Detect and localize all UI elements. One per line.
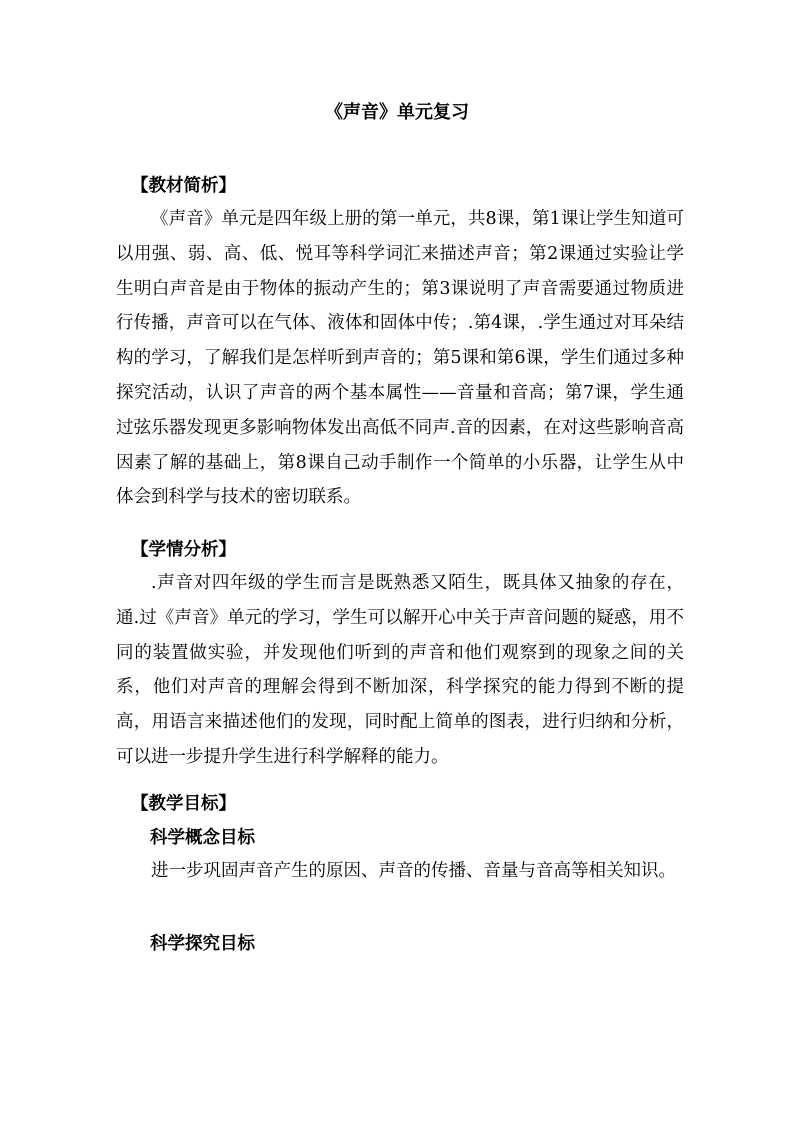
section-heading-student-analysis: 【学情分析】 <box>131 540 236 560</box>
paragraph-textbook-analysis: 《声音》单元是四年级上册的第一单元，共8课，第1课让学生知道可以用强、弱、高、低、悦耳等科学词汇来描述声音；第2课通过实验让学生明白声音是由于物体的振动产生的；第3课说明了声音需要通过物质进行传播，声音可以在气体、液体和固体中传；.第4课，.学生通过对耳朵结构的学习，了解我们是怎样听到声音的；第5课和第6课，学生们通过多种探究活动，认识了声音的两个基本属性——音量和音高；第7课，学生通过弦乐器发现更多影响物体发出高低不同声.音的因素，在对这些影响音高因素了解的基础上，第8课自己动手制作一个简单的小乐器，让学生从中体会到科学与技术的密切联系。 <box>116 209 684 508</box>
paragraph-science-concept-goal: 进一步巩固声音产生的原因、声音的传播、音量与音高等相关知识。 <box>151 861 676 881</box>
document-title: 《声音》单元复习 <box>325 102 469 123</box>
section-heading-teaching-goals: 【教学目标】 <box>131 794 236 814</box>
paragraph-student-analysis: .声音对四年级的学生而言是既熟悉又陌生，既具体又抽象的存在，通.过《声音》单元的学习，学生可以解开心中关于声音问题的疑惑，用不同的装置做实验，并发现他们听到的声音和他们观察到的现象之间的关系，他们对声音的理解会得到不断加深，科学探究的能力得到不断的提高，用语言来描述他们的发现，同时配上简单的图表，进行归纳和分析，可以进一步提升学生进行科学解释的能力。 <box>116 573 684 767</box>
subheading-science-concept-goal: 科学概念目标 <box>150 828 255 848</box>
section-heading-textbook-analysis: 【教材简析】 <box>131 176 236 196</box>
subheading-science-inquiry-goal: 科学探究目标 <box>150 934 255 954</box>
